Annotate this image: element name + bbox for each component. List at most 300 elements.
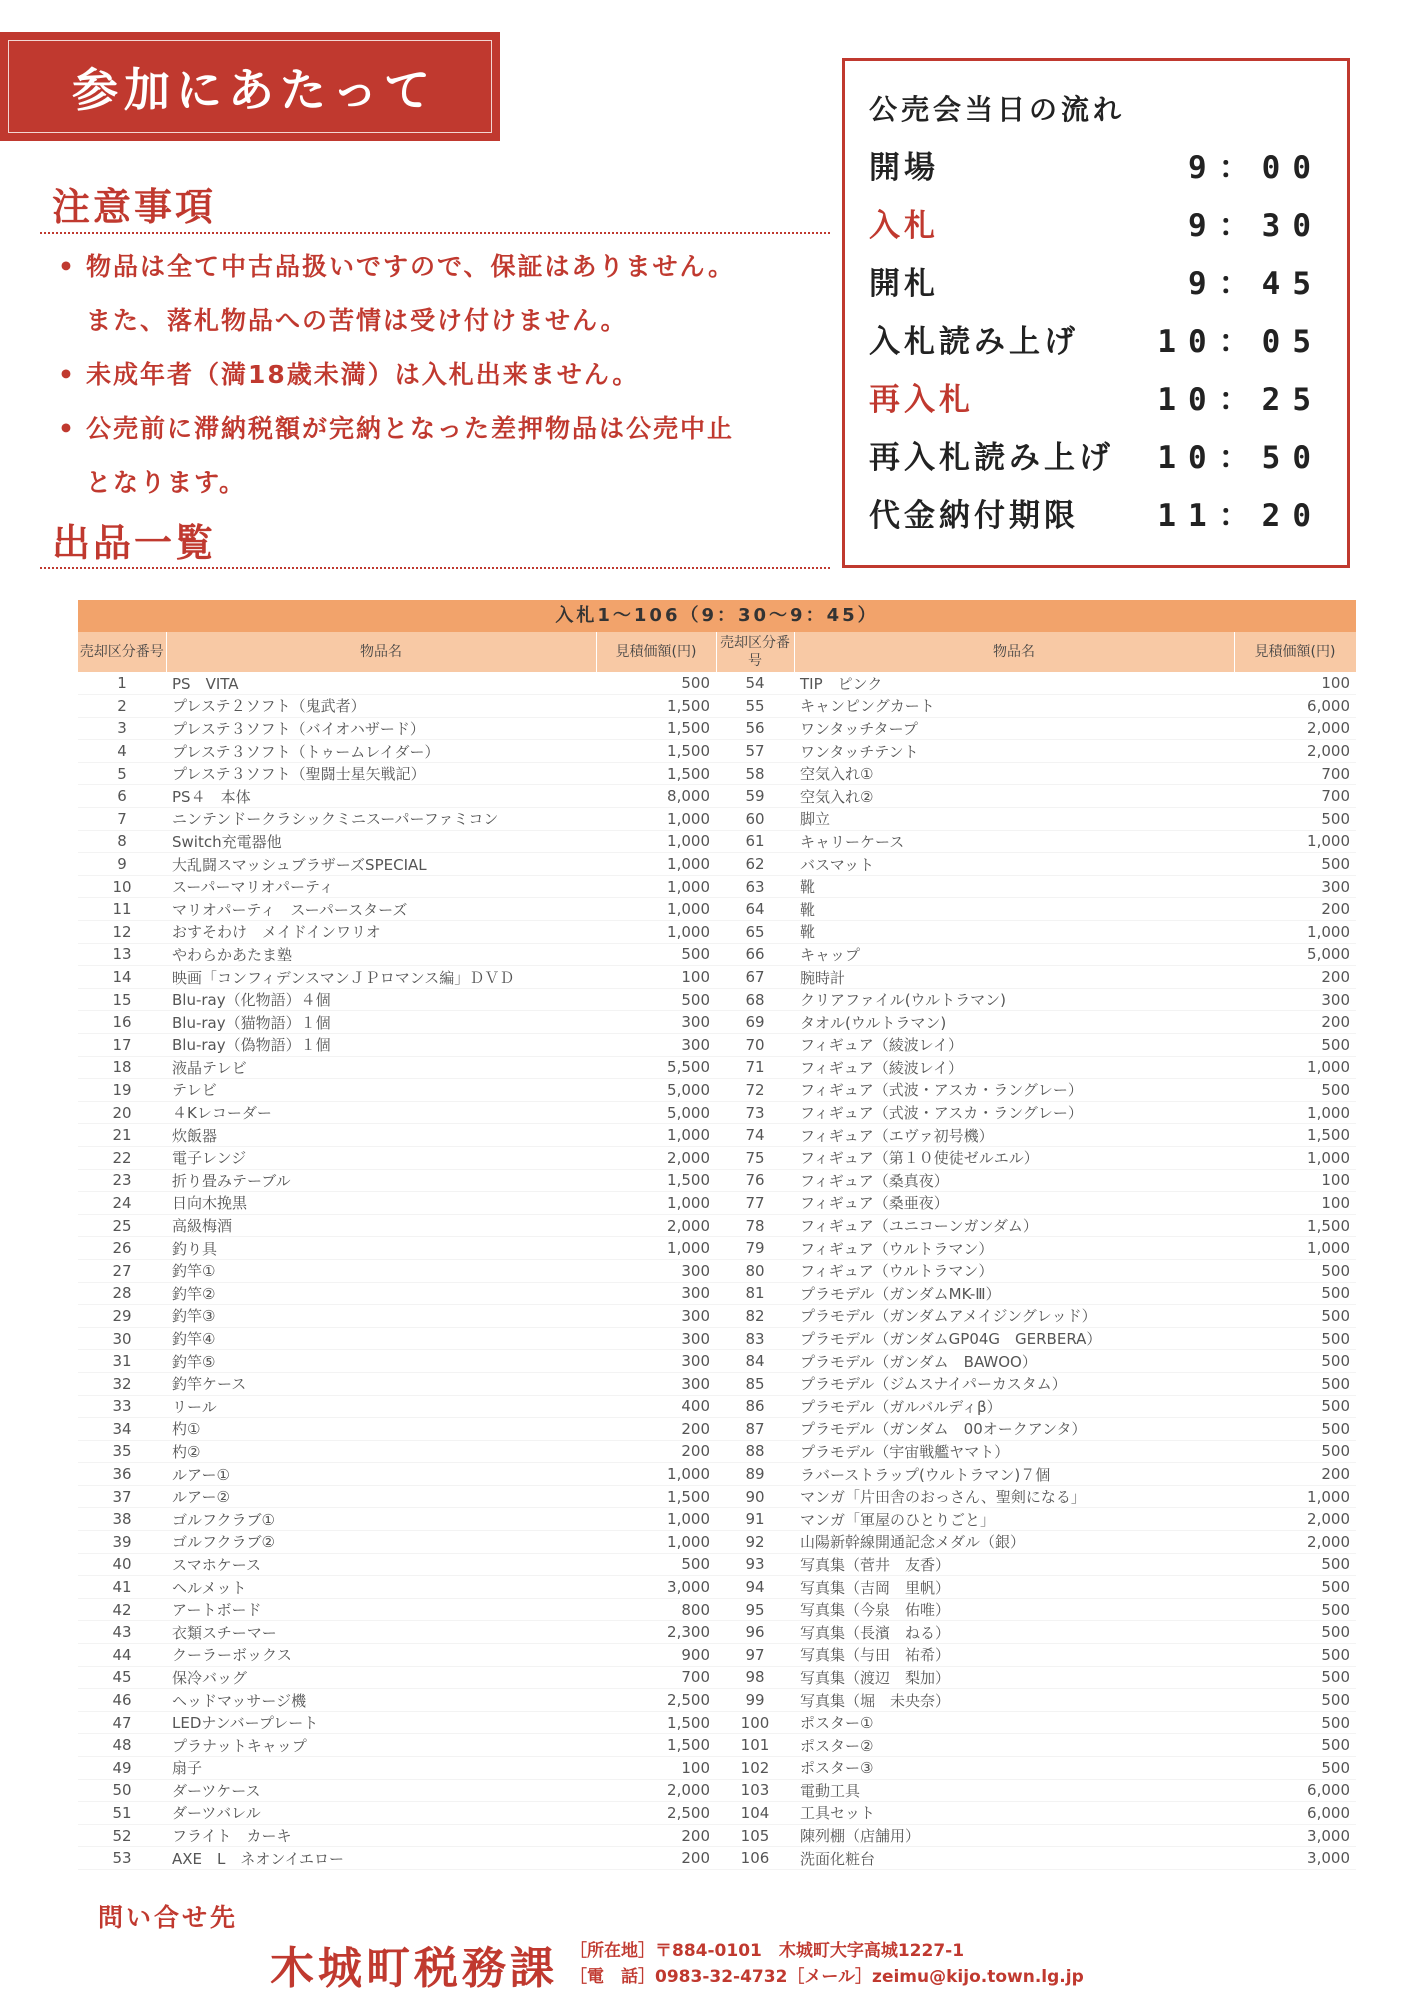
table-row	[78, 785, 1356, 808]
item-price: 200	[1234, 966, 1356, 989]
item-name: スーパーマリオパーティ	[166, 875, 596, 898]
item-price: 500	[1234, 1372, 1356, 1395]
item-name: 杓②	[166, 1440, 596, 1463]
item-name: ワンタッチタープ	[794, 717, 1234, 740]
schedule-time: 9：45	[1188, 266, 1323, 302]
item-price: 500	[1234, 1327, 1356, 1350]
item-name: 洗面化粧台	[794, 1847, 1234, 1870]
item-name: ヘッドマッサージ機	[166, 1689, 596, 1712]
item-price: 200	[1234, 1463, 1356, 1486]
item-price: 6,000	[1234, 695, 1356, 718]
item-price: 100	[596, 966, 716, 989]
item-number: 7	[78, 808, 166, 831]
item-number: 59	[716, 785, 794, 808]
item-price: 1,000	[1234, 1056, 1356, 1079]
table-row	[78, 1621, 1356, 1644]
item-number: 87	[716, 1418, 794, 1441]
item-number: 26	[78, 1237, 166, 1260]
item-number: 73	[716, 1101, 794, 1124]
item-name: 靴	[794, 875, 1234, 898]
item-number: 28	[78, 1282, 166, 1305]
item-price: 500	[596, 943, 716, 966]
item-number: 79	[716, 1237, 794, 1260]
table-row	[78, 943, 1356, 966]
item-name: 陳列棚（店舗用）	[794, 1824, 1234, 1847]
item-name: 工具セット	[794, 1802, 1234, 1825]
item-number: 72	[716, 1079, 794, 1102]
item-price: 500	[1234, 1711, 1356, 1734]
item-price: 500	[1234, 1734, 1356, 1757]
item-price: 1,000	[596, 830, 716, 853]
item-name: マンガ「軍屋のひとりごと」	[794, 1508, 1234, 1531]
item-name: フィギュア（ウルトラマン）	[794, 1259, 1234, 1282]
item-price: 300	[596, 1372, 716, 1395]
item-number: 6	[78, 785, 166, 808]
item-number: 70	[716, 1034, 794, 1057]
item-name: タオル(ウルトラマン)	[794, 1011, 1234, 1034]
item-name: フィギュア（式波・アスカ・ラングレー）	[794, 1101, 1234, 1124]
item-price: 2,000	[1234, 740, 1356, 763]
item-name: クリアファイル(ウルトラマン)	[794, 988, 1234, 1011]
item-number: 2	[78, 695, 166, 718]
item-name: 折り畳みテーブル	[166, 1169, 596, 1192]
item-name: プラモデル（ガンダム BAWOO）	[794, 1350, 1234, 1373]
table-row	[78, 830, 1356, 853]
item-price: 900	[596, 1644, 716, 1667]
item-price: 500	[1234, 1576, 1356, 1599]
notice-heading: 注意事項	[52, 185, 217, 229]
item-price: 200	[596, 1824, 716, 1847]
table-row	[78, 1779, 1356, 1802]
listing-divider	[40, 567, 830, 569]
item-name: ポスター②	[794, 1734, 1234, 1757]
item-name: 炊飯器	[166, 1124, 596, 1147]
item-number: 77	[716, 1192, 794, 1215]
item-name: 靴	[794, 921, 1234, 944]
office-address: ［所在地］〒884-0101 木城町大字高城1227-1	[570, 1941, 965, 1961]
item-price: 1,500	[596, 1169, 716, 1192]
item-name: フィギュア（綾波レイ）	[794, 1034, 1234, 1057]
item-name: 写真集（堀 未央奈）	[794, 1689, 1234, 1712]
item-price: 300	[596, 1327, 716, 1350]
item-price: 700	[1234, 762, 1356, 785]
schedule-label: 代金納付期限	[869, 498, 1079, 534]
item-price: 500	[1234, 1757, 1356, 1780]
item-name: AXE L ネオンイエロー	[166, 1847, 596, 1870]
item-name: ラバーストラップ(ウルトラマン)７個	[794, 1463, 1234, 1486]
table-row	[78, 1418, 1356, 1441]
item-name: プラモデル（ガルバルディβ）	[794, 1395, 1234, 1418]
table-row	[78, 1056, 1356, 1079]
item-price: 300	[596, 1011, 716, 1034]
item-name: ニンテンドークラシックミニスーパーファミコン	[166, 808, 596, 831]
item-price: 400	[596, 1395, 716, 1418]
item-name: フィギュア（桑真夜）	[794, 1169, 1234, 1192]
item-number: 39	[78, 1531, 166, 1554]
item-price: 100	[1234, 1169, 1356, 1192]
item-name: Switch充電器他	[166, 830, 596, 853]
item-name: ４Kレコーダー	[166, 1101, 596, 1124]
notice-list	[58, 240, 838, 510]
item-number: 33	[78, 1395, 166, 1418]
item-number: 35	[78, 1440, 166, 1463]
item-price: 1,500	[596, 695, 716, 718]
item-number: 34	[78, 1418, 166, 1441]
item-name: フィギュア（エヴァ初号機）	[794, 1124, 1234, 1147]
item-number: 71	[716, 1056, 794, 1079]
item-price: 500	[596, 1553, 716, 1576]
item-name: Blu-ray（猫物語）１個	[166, 1011, 596, 1034]
item-name: 日向木挽黒	[166, 1192, 596, 1215]
item-name: プラモデル（ガンダムアメイジングレッド）	[794, 1305, 1234, 1328]
item-price: 500	[1234, 1282, 1356, 1305]
item-number: 80	[716, 1259, 794, 1282]
item-name: おすそわけ メイドインワリオ	[166, 921, 596, 944]
item-name: 釣竿④	[166, 1327, 596, 1350]
item-price: 500	[1234, 1418, 1356, 1441]
table-row	[78, 1598, 1356, 1621]
office-phone-email: ［電 話］0983-32-4732［メール］zeimu@kijo.town.lg.jp	[570, 1967, 1084, 1987]
item-number: 29	[78, 1305, 166, 1328]
notice-line: 物品は全て中古品扱いですので、保証はありません。	[86, 252, 736, 281]
notice-divider	[40, 232, 830, 234]
item-number: 15	[78, 988, 166, 1011]
item-price: 1,000	[1234, 921, 1356, 944]
table-row	[78, 921, 1356, 944]
table-row	[78, 898, 1356, 921]
item-price: 100	[596, 1757, 716, 1780]
item-name: 液晶テレビ	[166, 1056, 596, 1079]
item-price: 500	[1234, 1305, 1356, 1328]
item-number: 97	[716, 1644, 794, 1667]
item-number: 49	[78, 1757, 166, 1780]
notice-line: 未成年者（満18歳未満）は入札出来ません。	[86, 360, 640, 389]
item-name: キャップ	[794, 943, 1234, 966]
item-number: 56	[716, 717, 794, 740]
schedule-time: 9：30	[1188, 208, 1323, 244]
item-number: 102	[716, 1757, 794, 1780]
item-name: ルアー②	[166, 1485, 596, 1508]
item-price: 500	[1234, 1644, 1356, 1667]
item-number: 47	[78, 1711, 166, 1734]
item-price: 1,500	[596, 762, 716, 785]
table-row	[78, 1350, 1356, 1373]
item-name: クーラーボックス	[166, 1644, 596, 1667]
item-name: 釣竿①	[166, 1259, 596, 1282]
item-number: 30	[78, 1327, 166, 1350]
schedule-time: 10：50	[1157, 440, 1323, 476]
table-body	[78, 672, 1356, 1869]
item-number: 103	[716, 1779, 794, 1802]
item-name: フィギュア（ユニコーンガンダム）	[794, 1214, 1234, 1237]
item-price: 8,000	[596, 785, 716, 808]
schedule-row	[869, 371, 1323, 429]
item-price: 800	[596, 1598, 716, 1621]
schedule-row	[869, 429, 1323, 487]
item-price: 2,000	[596, 1779, 716, 1802]
item-price: 1,500	[596, 740, 716, 763]
item-number: 66	[716, 943, 794, 966]
item-number: 22	[78, 1146, 166, 1169]
item-name: 釣り具	[166, 1237, 596, 1260]
item-name: ルアー①	[166, 1463, 596, 1486]
item-price: 200	[1234, 1011, 1356, 1034]
item-name: LEDナンバープレート	[166, 1711, 596, 1734]
item-name: ダーツバレル	[166, 1802, 596, 1825]
item-price: 3,000	[1234, 1824, 1356, 1847]
item-number: 54	[716, 672, 794, 695]
item-number: 13	[78, 943, 166, 966]
table-row	[78, 1169, 1356, 1192]
item-price: 1,500	[596, 1485, 716, 1508]
item-price: 100	[1234, 1192, 1356, 1215]
schedule-box	[842, 58, 1350, 568]
schedule-label: 入札読み上げ	[869, 324, 1079, 360]
item-price: 200	[596, 1418, 716, 1441]
item-price: 1,000	[1234, 830, 1356, 853]
schedule-label: 開場	[869, 150, 939, 186]
item-number: 37	[78, 1485, 166, 1508]
item-number: 55	[716, 695, 794, 718]
table-row	[78, 1259, 1356, 1282]
item-price: 5,000	[1234, 943, 1356, 966]
item-price: 1,000	[1234, 1101, 1356, 1124]
item-price: 1,500	[596, 1711, 716, 1734]
notice-line: となります。	[86, 468, 247, 497]
item-price: 300	[596, 1034, 716, 1057]
schedule-time: 10：05	[1157, 324, 1323, 360]
item-number: 106	[716, 1847, 794, 1870]
item-name: 写真集（今泉 佑唯）	[794, 1598, 1234, 1621]
item-price: 2,000	[1234, 1531, 1356, 1554]
item-name: プラモデル（ジムスナイパーカスタム）	[794, 1372, 1234, 1395]
item-name: 衣類スチーマー	[166, 1621, 596, 1644]
item-number: 91	[716, 1508, 794, 1531]
schedule-row	[869, 255, 1323, 313]
item-number: 65	[716, 921, 794, 944]
item-name: 杓①	[166, 1418, 596, 1441]
item-price: 200	[596, 1847, 716, 1870]
item-number: 4	[78, 740, 166, 763]
office-name: 木城町税務課	[270, 1943, 558, 1994]
item-name: プレステ３ソフト（トゥームレイダー）	[166, 740, 596, 763]
item-name: 脚立	[794, 808, 1234, 831]
table-row	[78, 1372, 1356, 1395]
item-name: リール	[166, 1395, 596, 1418]
table-row	[78, 1824, 1356, 1847]
item-name: 写真集（長濱 ねる）	[794, 1621, 1234, 1644]
item-name: フィギュア（桑亜夜）	[794, 1192, 1234, 1215]
table-row	[78, 1237, 1356, 1260]
item-name: フライト カーキ	[166, 1824, 596, 1847]
item-price: 1,000	[596, 1531, 716, 1554]
item-name: 写真集（吉岡 里帆）	[794, 1576, 1234, 1599]
item-name: キャンピングカート	[794, 695, 1234, 718]
table-row	[78, 988, 1356, 1011]
item-name: 保冷バッグ	[166, 1666, 596, 1689]
item-name: ヘルメット	[166, 1576, 596, 1599]
item-price: 2,500	[596, 1689, 716, 1712]
table-row	[78, 1553, 1356, 1576]
item-name: 大乱闘スマッシュブラザーズSPECIAL	[166, 853, 596, 876]
item-number: 40	[78, 1553, 166, 1576]
item-price: 300	[1234, 875, 1356, 898]
item-name: スマホケース	[166, 1553, 596, 1576]
item-price: 200	[1234, 898, 1356, 921]
item-number: 36	[78, 1463, 166, 1486]
item-number: 21	[78, 1124, 166, 1147]
table-row	[78, 1689, 1356, 1712]
item-price: 1,000	[596, 1463, 716, 1486]
item-price: 500	[1234, 853, 1356, 876]
item-number: 81	[716, 1282, 794, 1305]
schedule-time: 11：20	[1157, 498, 1323, 534]
item-name: 釣竿ケース	[166, 1372, 596, 1395]
item-name: ダーツケース	[166, 1779, 596, 1802]
listing-table-wrapper	[78, 600, 1356, 1870]
item-price: 2,500	[596, 1802, 716, 1825]
item-number: 24	[78, 1192, 166, 1215]
item-number: 41	[78, 1576, 166, 1599]
item-price: 500	[596, 988, 716, 1011]
item-name: プラナットキャップ	[166, 1734, 596, 1757]
item-number: 90	[716, 1485, 794, 1508]
item-price: 1,500	[1234, 1124, 1356, 1147]
item-price: 1,000	[1234, 1485, 1356, 1508]
item-number: 10	[78, 875, 166, 898]
item-number: 46	[78, 1689, 166, 1712]
item-name: アートボード	[166, 1598, 596, 1621]
item-price: 500	[1234, 1621, 1356, 1644]
item-price: 500	[1234, 808, 1356, 831]
item-name: 写真集（渡辺 梨加）	[794, 1666, 1234, 1689]
schedule-label: 入札	[869, 208, 939, 244]
item-price: 500	[1234, 1079, 1356, 1102]
item-name: やわらかあたま塾	[166, 943, 596, 966]
item-name: フィギュア（ウルトラマン）	[794, 1237, 1234, 1260]
table-row	[78, 1463, 1356, 1486]
item-number: 78	[716, 1214, 794, 1237]
table-row	[78, 1305, 1356, 1328]
item-number: 96	[716, 1621, 794, 1644]
table-header	[78, 632, 1356, 672]
item-price: 1,000	[596, 898, 716, 921]
item-name: 釣竿②	[166, 1282, 596, 1305]
item-price: 1,000	[596, 1192, 716, 1215]
item-number: 18	[78, 1056, 166, 1079]
item-name: PS VITA	[166, 672, 596, 695]
item-price: 500	[1234, 1259, 1356, 1282]
item-name: ワンタッチテント	[794, 740, 1234, 763]
table-row	[78, 1282, 1356, 1305]
item-name: TIP ピンク	[794, 672, 1234, 695]
item-price: 500	[1234, 1598, 1356, 1621]
item-price: 1,500	[1234, 1214, 1356, 1237]
item-number: 50	[78, 1779, 166, 1802]
item-number: 19	[78, 1079, 166, 1102]
item-number: 32	[78, 1372, 166, 1395]
item-price: 1,500	[596, 1734, 716, 1757]
table-row	[78, 1802, 1356, 1825]
item-number: 16	[78, 1011, 166, 1034]
table-row	[78, 1757, 1356, 1780]
item-name: 電動工具	[794, 1779, 1234, 1802]
item-name: プレステ２ソフト（鬼武者）	[166, 695, 596, 718]
item-price: 500	[1234, 1440, 1356, 1463]
item-number: 63	[716, 875, 794, 898]
item-number: 14	[78, 966, 166, 989]
table-row	[78, 1101, 1356, 1124]
item-number: 44	[78, 1644, 166, 1667]
item-number: 51	[78, 1802, 166, 1825]
item-name: 釣竿⑤	[166, 1350, 596, 1373]
item-number: 99	[716, 1689, 794, 1712]
item-price: 100	[1234, 672, 1356, 695]
item-number: 12	[78, 921, 166, 944]
item-number: 100	[716, 1711, 794, 1734]
item-number: 20	[78, 1101, 166, 1124]
item-price: 6,000	[1234, 1779, 1356, 1802]
item-number: 43	[78, 1621, 166, 1644]
item-price: 300	[596, 1282, 716, 1305]
table-row	[78, 1011, 1356, 1034]
item-number: 101	[716, 1734, 794, 1757]
item-price: 500	[1234, 1350, 1356, 1373]
item-name: 扇子	[166, 1757, 596, 1780]
item-name: ゴルフクラブ②	[166, 1531, 596, 1554]
item-name: ゴルフクラブ①	[166, 1508, 596, 1531]
item-number: 61	[716, 830, 794, 853]
item-price: 2,000	[1234, 1508, 1356, 1531]
table-row	[78, 1508, 1356, 1531]
item-number: 64	[716, 898, 794, 921]
item-name: プラモデル（ガンダムMK-Ⅲ）	[794, 1282, 1234, 1305]
table-row	[78, 966, 1356, 989]
item-number: 45	[78, 1666, 166, 1689]
item-name: 映画「コンフィデンスマンＪＰロマンス編」ＤＶＤ	[166, 966, 596, 989]
table-row	[78, 1192, 1356, 1215]
schedule-time: 10：25	[1157, 382, 1323, 418]
table-row	[78, 672, 1356, 695]
item-name: 電子レンジ	[166, 1146, 596, 1169]
item-number: 17	[78, 1034, 166, 1057]
item-name: 空気入れ②	[794, 785, 1234, 808]
item-name: 釣竿③	[166, 1305, 596, 1328]
item-price: 500	[1234, 1553, 1356, 1576]
item-price: 300	[596, 1350, 716, 1373]
schedule-rows	[869, 139, 1323, 545]
table-row	[78, 1711, 1356, 1734]
table-row	[78, 1644, 1356, 1667]
table-row	[78, 1576, 1356, 1599]
schedule-label: 再入札読み上げ	[869, 440, 1114, 476]
item-price: 300	[1234, 988, 1356, 1011]
item-name: テレビ	[166, 1079, 596, 1102]
item-name: ポスター③	[794, 1757, 1234, 1780]
table-row	[78, 1734, 1356, 1757]
item-price: 500	[1234, 1034, 1356, 1057]
notice-line: また、落札物品への苦情は受け付けません。	[86, 306, 628, 335]
schedule-row	[869, 487, 1323, 545]
item-number: 62	[716, 853, 794, 876]
notice-item	[58, 240, 838, 348]
item-price: 300	[596, 1259, 716, 1282]
item-name: 写真集（与田 祐希）	[794, 1644, 1234, 1667]
item-number: 85	[716, 1372, 794, 1395]
item-number: 60	[716, 808, 794, 831]
table-row	[78, 1124, 1356, 1147]
item-name: マンガ「片田舎のおっさん、聖剣になる」	[794, 1485, 1234, 1508]
